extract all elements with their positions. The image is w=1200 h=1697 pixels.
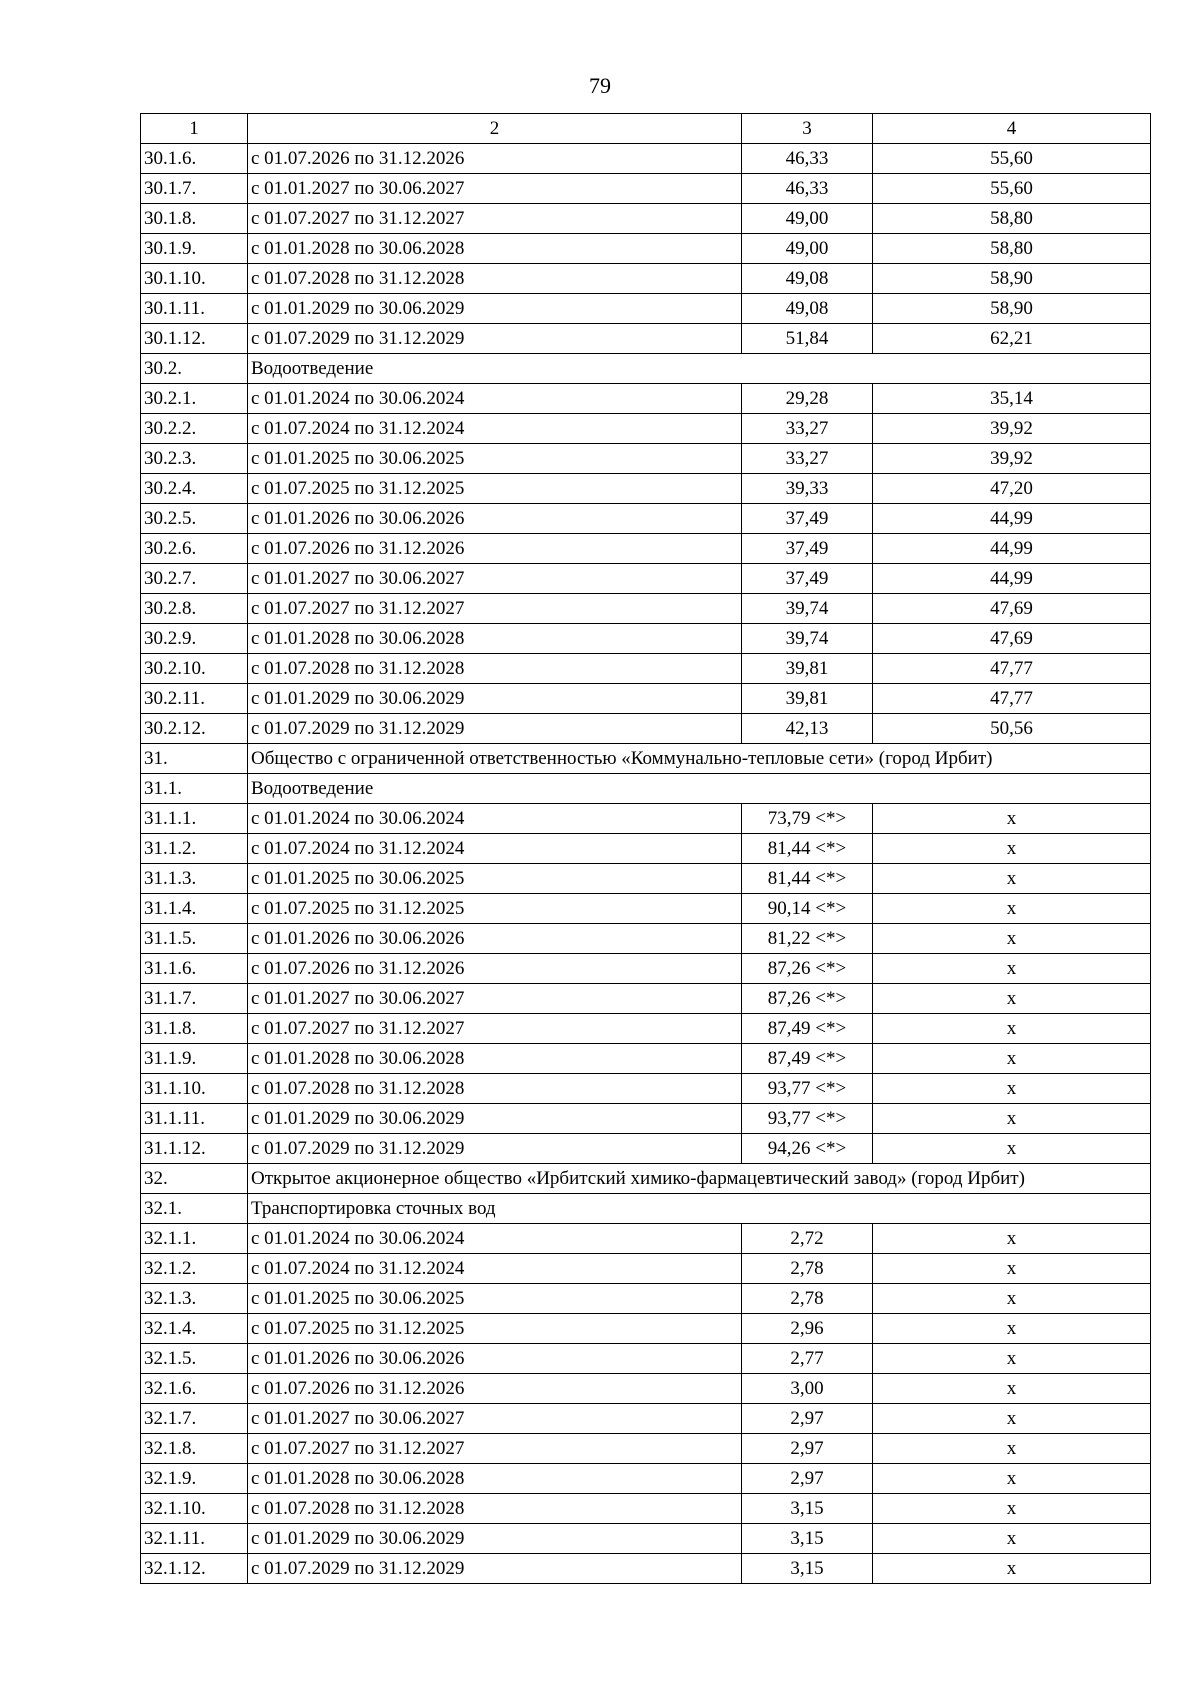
tariff-value-col4-cell: x [873,1014,1151,1044]
tariff-value-col4-cell: x [873,1554,1151,1584]
table-row [141,1494,1151,1524]
tariff-value-col3-cell: 3,00 [742,1374,873,1404]
table-row [141,1344,1151,1374]
row-number-cell: 30.1.12. [141,324,248,354]
row-number-cell: 32.1. [141,1194,248,1224]
tariff-value-col4-cell: 62,21 [873,324,1151,354]
period-cell: с 01.07.2024 по 31.12.2024 [248,1254,742,1284]
tariff-value-col4-cell: 44,99 [873,564,1151,594]
row-number-cell: 31.1.7. [141,984,248,1014]
table-row [141,1254,1151,1284]
period-cell: с 01.01.2027 по 30.06.2027 [248,564,742,594]
table-row [141,1434,1151,1464]
tariff-value-col4-cell: 35,14 [873,384,1151,414]
period-cell: с 01.01.2028 по 30.06.2028 [248,624,742,654]
tariff-value-col4-cell: 55,60 [873,174,1151,204]
tariff-value-col4-cell: x [873,954,1151,984]
row-number-cell: 31.1.11. [141,1104,248,1134]
tariff-value-col3-cell: 39,33 [742,474,873,504]
tariff-value-col3-cell: 87,26 <*> [742,984,873,1014]
tariff-value-col3-cell: 39,81 [742,654,873,684]
period-cell: с 01.01.2025 по 30.06.2025 [248,864,742,894]
tariff-value-col3-cell: 2,97 [742,1434,873,1464]
table-row [141,204,1151,234]
period-cell: с 01.07.2027 по 31.12.2027 [248,594,742,624]
table-row [141,594,1151,624]
tariff-value-col4-cell: x [873,1254,1151,1284]
section-title-cell: Транспортировка сточных вод [248,1194,1151,1224]
tariff-value-col4-cell: 47,69 [873,624,1151,654]
header-cell-2: 2 [248,114,742,144]
tariff-value-col4-cell: 58,80 [873,234,1151,264]
tariff-value-col4-cell: x [873,1284,1151,1314]
table-row [141,144,1151,174]
tariff-value-col3-cell: 46,33 [742,174,873,204]
table-row [141,504,1151,534]
tariff-value-col3-cell: 93,77 <*> [742,1074,873,1104]
tariff-value-col4-cell: x [873,984,1151,1014]
table-row [141,264,1151,294]
table-row [141,474,1151,504]
period-cell: с 01.01.2026 по 30.06.2026 [248,504,742,534]
tariff-value-col3-cell: 39,74 [742,624,873,654]
period-cell: с 01.07.2027 по 31.12.2027 [248,1014,742,1044]
table-header-row [141,114,1151,144]
row-number-cell: 30.2.8. [141,594,248,624]
row-number-cell: 32.1.10. [141,1494,248,1524]
tariff-value-col3-cell: 49,00 [742,234,873,264]
row-number-cell: 32.1.11. [141,1524,248,1554]
period-cell: с 01.07.2029 по 31.12.2029 [248,714,742,744]
table-row [141,444,1151,474]
tariff-value-col4-cell: x [873,1494,1151,1524]
period-cell: с 01.07.2028 по 31.12.2028 [248,1074,742,1104]
tariff-value-col3-cell: 2,77 [742,1344,873,1374]
table-section-row [141,1164,1151,1194]
table-row [141,324,1151,354]
tariff-value-col3-cell: 2,78 [742,1284,873,1314]
table-row [141,234,1151,264]
row-number-cell: 32. [141,1164,248,1194]
tariff-value-col3-cell: 2,97 [742,1464,873,1494]
tariff-value-col3-cell: 93,77 <*> [742,1104,873,1134]
period-cell: с 01.01.2028 по 30.06.2028 [248,1464,742,1494]
row-number-cell: 31.1.3. [141,864,248,894]
tariff-value-col4-cell: x [873,924,1151,954]
tariff-value-col4-cell: x [873,1044,1151,1074]
table-row [141,654,1151,684]
row-number-cell: 31.1.10. [141,1074,248,1104]
period-cell: с 01.01.2024 по 30.06.2024 [248,384,742,414]
table-row [141,684,1151,714]
period-cell: с 01.07.2026 по 31.12.2026 [248,534,742,564]
row-number-cell: 32.1.4. [141,1314,248,1344]
tariff-value-col3-cell: 2,96 [742,1314,873,1344]
row-number-cell: 32.1.2. [141,1254,248,1284]
row-number-cell: 31.1.8. [141,1014,248,1044]
tariff-value-col3-cell: 2,72 [742,1224,873,1254]
tariff-value-col3-cell: 39,81 [742,684,873,714]
tariff-value-col4-cell: 47,20 [873,474,1151,504]
period-cell: с 01.07.2029 по 31.12.2029 [248,1554,742,1584]
section-title-cell: Водоотведение [248,354,1151,384]
tariff-value-col3-cell: 49,00 [742,204,873,234]
section-title-cell: Общество с ограниченной ответственностью «Коммунально-тепловые сети» (город Ирбит) [248,744,1151,774]
table-section-row [141,774,1151,804]
period-cell: с 01.01.2024 по 30.06.2024 [248,1224,742,1254]
tariff-value-col3-cell: 2,78 [742,1254,873,1284]
period-cell: с 01.01.2025 по 30.06.2025 [248,444,742,474]
tariff-value-col4-cell: 58,80 [873,204,1151,234]
table-row [141,714,1151,744]
tariff-value-col3-cell: 94,26 <*> [742,1134,873,1164]
tariff-value-col4-cell: 39,92 [873,414,1151,444]
period-cell: с 01.01.2029 по 30.06.2029 [248,1524,742,1554]
table-row [141,1014,1151,1044]
tariff-value-col4-cell: 47,69 [873,594,1151,624]
section-title-cell: Открытое акционерное общество «Ирбитский химико-фармацевтический завод» (город Ирбит) [248,1164,1151,1194]
row-number-cell: 30.2. [141,354,248,384]
row-number-cell: 30.2.1. [141,384,248,414]
row-number-cell: 31.1.5. [141,924,248,954]
row-number-cell: 30.2.7. [141,564,248,594]
row-number-cell: 32.1.12. [141,1554,248,1584]
header-cell-3: 3 [742,114,873,144]
row-number-cell: 31.1.12. [141,1134,248,1164]
period-cell: с 01.07.2025 по 31.12.2025 [248,474,742,504]
table-row [141,624,1151,654]
period-cell: с 01.01.2028 по 30.06.2028 [248,1044,742,1074]
table-row [141,1134,1151,1164]
row-number-cell: 30.2.3. [141,444,248,474]
period-cell: с 01.07.2024 по 31.12.2024 [248,414,742,444]
tariff-value-col3-cell: 90,14 <*> [742,894,873,924]
table-row [141,294,1151,324]
tariff-value-col4-cell: 44,99 [873,534,1151,564]
tariff-value-col3-cell: 49,08 [742,294,873,324]
row-number-cell: 30.1.6. [141,144,248,174]
period-cell: с 01.07.2026 по 31.12.2026 [248,954,742,984]
tariff-value-col4-cell: x [873,1434,1151,1464]
tariff-table [140,113,1151,1584]
row-number-cell: 30.2.11. [141,684,248,714]
row-number-cell: 31.1.2. [141,834,248,864]
tariff-value-col4-cell: x [873,1104,1151,1134]
table-row [141,954,1151,984]
tariff-value-col3-cell: 81,22 <*> [742,924,873,954]
table-row [141,924,1151,954]
period-cell: с 01.01.2027 по 30.06.2027 [248,984,742,1014]
page-number: 79 [589,73,611,98]
tariff-value-col4-cell: 39,92 [873,444,1151,474]
row-number-cell: 30.2.5. [141,504,248,534]
table-row [141,1104,1151,1134]
period-cell: с 01.07.2027 по 31.12.2027 [248,204,742,234]
period-cell: с 01.07.2026 по 31.12.2026 [248,1374,742,1404]
row-number-cell: 31.1. [141,774,248,804]
table-row [141,864,1151,894]
tariff-value-col3-cell: 51,84 [742,324,873,354]
row-number-cell: 32.1.5. [141,1344,248,1374]
table-row [141,534,1151,564]
table-row [141,984,1151,1014]
period-cell: с 01.07.2029 по 31.12.2029 [248,324,742,354]
tariff-value-col4-cell: x [873,834,1151,864]
table-row [141,894,1151,924]
period-cell: с 01.01.2025 по 30.06.2025 [248,1284,742,1314]
tariff-value-col3-cell: 87,49 <*> [742,1014,873,1044]
table-row [141,1074,1151,1104]
row-number-cell: 30.2.9. [141,624,248,654]
row-number-cell: 30.2.4. [141,474,248,504]
period-cell: с 01.01.2027 по 30.06.2027 [248,174,742,204]
period-cell: с 01.07.2028 по 31.12.2028 [248,264,742,294]
tariff-value-col3-cell: 37,49 [742,564,873,594]
tariff-value-col3-cell: 81,44 <*> [742,834,873,864]
row-number-cell: 32.1.3. [141,1284,248,1314]
tariff-value-col4-cell: x [873,1344,1151,1374]
period-cell: с 01.01.2027 по 30.06.2027 [248,1404,742,1434]
tariff-value-col3-cell: 37,49 [742,534,873,564]
row-number-cell: 30.2.12. [141,714,248,744]
table-row [141,564,1151,594]
period-cell: с 01.01.2026 по 30.06.2026 [248,1344,742,1374]
tariff-value-col4-cell: x [873,1134,1151,1164]
table-row [141,804,1151,834]
tariff-value-col4-cell: x [873,1464,1151,1494]
table-section-row [141,1194,1151,1224]
tariff-value-col3-cell: 3,15 [742,1524,873,1554]
row-number-cell: 31.1.6. [141,954,248,984]
tariff-value-col3-cell: 46,33 [742,144,873,174]
period-cell: с 01.07.2025 по 31.12.2025 [248,1314,742,1344]
period-cell: с 01.01.2029 по 30.06.2029 [248,684,742,714]
tariff-value-col4-cell: 58,90 [873,294,1151,324]
tariff-value-col3-cell: 81,44 <*> [742,864,873,894]
row-number-cell: 30.1.9. [141,234,248,264]
row-number-cell: 30.2.2. [141,414,248,444]
row-number-cell: 30.1.7. [141,174,248,204]
row-number-cell: 31.1.4. [141,894,248,924]
period-cell: с 01.07.2025 по 31.12.2025 [248,894,742,924]
tariff-value-col3-cell: 37,49 [742,504,873,534]
header-cell-1: 1 [141,114,248,144]
tariff-value-col4-cell: x [873,894,1151,924]
tariff-value-col4-cell: x [873,1074,1151,1104]
period-cell: с 01.07.2024 по 31.12.2024 [248,834,742,864]
table-row [141,1554,1151,1584]
tariff-value-col3-cell: 73,79 <*> [742,804,873,834]
period-cell: с 01.01.2024 по 30.06.2024 [248,804,742,834]
row-number-cell: 31.1.1. [141,804,248,834]
tariff-value-col4-cell: 47,77 [873,654,1151,684]
tariff-value-col4-cell: x [873,864,1151,894]
tariff-value-col3-cell: 3,15 [742,1554,873,1584]
row-number-cell: 30.2.10. [141,654,248,684]
row-number-cell: 30.1.11. [141,294,248,324]
table-row [141,384,1151,414]
table-row [141,1464,1151,1494]
row-number-cell: 31.1.9. [141,1044,248,1074]
tariff-value-col3-cell: 2,97 [742,1404,873,1434]
tariff-value-col4-cell: x [873,804,1151,834]
table-section-row [141,744,1151,774]
row-number-cell: 30.1.8. [141,204,248,234]
tariff-value-col3-cell: 29,28 [742,384,873,414]
row-number-cell: 32.1.7. [141,1404,248,1434]
row-number-cell: 31. [141,744,248,774]
table-row [141,414,1151,444]
period-cell: с 01.07.2026 по 31.12.2026 [248,144,742,174]
table-row [141,1314,1151,1344]
table-row [141,834,1151,864]
tariff-value-col4-cell: x [873,1224,1151,1254]
period-cell: с 01.01.2026 по 30.06.2026 [248,924,742,954]
tariff-value-col3-cell: 33,27 [742,414,873,444]
period-cell: с 01.07.2027 по 31.12.2027 [248,1434,742,1464]
period-cell: с 01.07.2028 по 31.12.2028 [248,654,742,684]
tariff-value-col4-cell: 50,56 [873,714,1151,744]
tariff-value-col3-cell: 39,74 [742,594,873,624]
tariff-value-col3-cell: 87,49 <*> [742,1044,873,1074]
tariff-value-col3-cell: 42,13 [742,714,873,744]
header-cell-4: 4 [873,114,1151,144]
tariff-value-col4-cell: x [873,1524,1151,1554]
tariff-value-col4-cell: 55,60 [873,144,1151,174]
row-number-cell: 32.1.6. [141,1374,248,1404]
table-row [141,1524,1151,1554]
period-cell: с 01.01.2028 по 30.06.2028 [248,234,742,264]
tariff-value-col3-cell: 3,15 [742,1494,873,1524]
tariff-value-col3-cell: 49,08 [742,264,873,294]
table-row [141,1284,1151,1314]
period-cell: с 01.07.2029 по 31.12.2029 [248,1134,742,1164]
tariff-value-col4-cell: x [873,1374,1151,1404]
table-section-row [141,354,1151,384]
row-number-cell: 32.1.1. [141,1224,248,1254]
tariff-value-col3-cell: 87,26 <*> [742,954,873,984]
tariff-value-col3-cell: 33,27 [742,444,873,474]
row-number-cell: 32.1.9. [141,1464,248,1494]
row-number-cell: 30.1.10. [141,264,248,294]
period-cell: с 01.01.2029 по 30.06.2029 [248,294,742,324]
table-row [141,1044,1151,1074]
table-row [141,1404,1151,1434]
period-cell: с 01.01.2029 по 30.06.2029 [248,1104,742,1134]
table-row [141,174,1151,204]
table-row [141,1224,1151,1254]
row-number-cell: 30.2.6. [141,534,248,564]
tariff-value-col4-cell: 47,77 [873,684,1151,714]
tariff-value-col4-cell: 44,99 [873,504,1151,534]
tariff-value-col4-cell: 58,90 [873,264,1151,294]
tariff-value-col4-cell: x [873,1404,1151,1434]
section-title-cell: Водоотведение [248,774,1151,804]
tariff-value-col4-cell: x [873,1314,1151,1344]
period-cell: с 01.07.2028 по 31.12.2028 [248,1494,742,1524]
table-row [141,1374,1151,1404]
row-number-cell: 32.1.8. [141,1434,248,1464]
tariff-table-body [141,114,1151,1584]
